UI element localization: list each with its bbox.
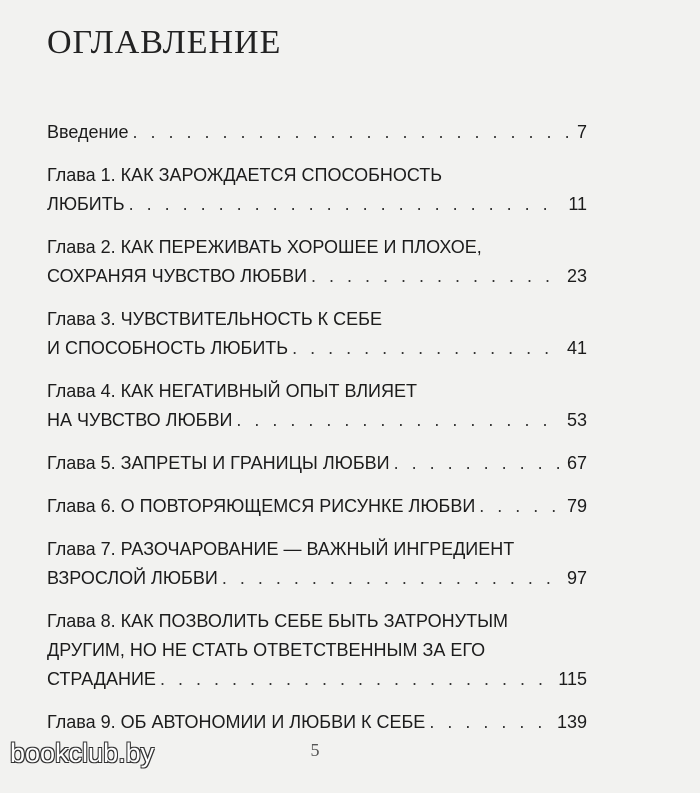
toc-entry-page: 97 [566, 568, 587, 588]
toc-entry-title: Глава 5. ЗАПРЕТЫ И ГРАНИЦЫ ЛЮБВИ [47, 453, 390, 473]
toc-entry-line: ДРУГИМ, НО НЕ СТАТЬ ОТВЕТСТВЕННЫМ ЗА ЕГО [47, 640, 486, 660]
toc-entry-line: Глава 4. КАК НЕГАТИВНЫЙ ОПЫТ ВЛИЯЕТ [47, 381, 417, 401]
toc-entry-title: СТРАДАНИЕ [47, 669, 156, 689]
toc-entry [47, 233, 587, 291]
toc-entry-title: ЛЮБИТЬ [47, 194, 125, 214]
toc-entry-leader-line [47, 708, 587, 737]
toc-entry-leader-line [47, 190, 587, 219]
toc-entry [47, 161, 587, 219]
dot-leader [160, 665, 552, 694]
toc-entry-page: 67 [566, 453, 587, 473]
toc-entry [47, 492, 587, 521]
toc-entry-line: Глава 8. КАК ПОЗВОЛИТЬ СЕБЕ БЫТЬ ЗАТРОНУТЫМ [47, 611, 509, 631]
toc-entry-title: Глава 9. ОБ АВТОНОМИИ И ЛЮБВИ К СЕБЕ [47, 712, 426, 732]
page-title: ОГЛАВЛЕНИЕ [47, 24, 282, 61]
toc-entry-page: 79 [566, 496, 587, 516]
toc-entry-title: НА ЧУВСТВО ЛЮБВИ [47, 410, 233, 430]
toc-entry [47, 305, 587, 363]
toc-entry-leader-line [47, 406, 587, 435]
toc-entry-title: ВЗРОСЛОЙ ЛЮБВИ [47, 568, 218, 588]
toc-entry-leader-line [47, 334, 587, 363]
toc-entry [47, 535, 587, 593]
toc-entry [47, 118, 587, 147]
dot-leader [133, 118, 571, 147]
toc-entry-line: Глава 7. РАЗОЧАРОВАНИЕ — ВАЖНЫЙ ИНГРЕДИЕНТ [47, 539, 515, 559]
dot-leader [222, 564, 561, 593]
toc-entry-line: Глава 2. КАК ПЕРЕЖИВАТЬ ХОРОШЕЕ И ПЛОХОЕ, [47, 237, 482, 257]
dot-leader [479, 492, 561, 521]
toc-entry-leader-line [47, 118, 587, 147]
toc-entry-page: 115 [558, 669, 587, 689]
toc-entry-line: Глава 1. КАК ЗАРОЖДАЕТСЯ СПОСОБНОСТЬ [47, 165, 443, 185]
dot-leader [129, 190, 563, 219]
toc-entry-page: 139 [556, 712, 587, 732]
toc-entry-leader-line [47, 665, 587, 694]
toc-entry-title: Глава 6. О ПОВТОРЯЮЩЕМСЯ РИСУНКЕ ЛЮБВИ [47, 496, 476, 516]
toc-entry-page: 11 [568, 194, 587, 214]
watermark: bookclub.by [10, 738, 155, 768]
toc-entry-page: 53 [566, 410, 587, 430]
toc-entry-page: 23 [566, 266, 587, 286]
toc-entry-leader-line [47, 262, 587, 291]
toc-entry [47, 607, 587, 694]
dot-leader [236, 406, 561, 435]
toc-entry-line: Глава 3. ЧУВСТВИТЕЛЬНОСТЬ К СЕБЕ [47, 309, 382, 329]
toc-entry-title: И СПОСОБНОСТЬ ЛЮБИТЬ [47, 338, 289, 358]
dot-leader [292, 334, 561, 363]
toc-entry [47, 708, 587, 737]
toc-entry-page: 7 [576, 122, 587, 142]
toc-entry-title: СОХРАНЯЯ ЧУВСТВО ЛЮБВИ [47, 266, 308, 286]
toc-entry-page: 41 [566, 338, 587, 358]
dot-leader [394, 449, 561, 478]
toc-entry [47, 449, 587, 478]
toc-entry-title: Введение [47, 122, 129, 142]
dot-leader [429, 708, 551, 737]
dot-leader [311, 262, 561, 291]
toc-entry-leader-line [47, 564, 587, 593]
toc-entry [47, 377, 587, 435]
table-of-contents [47, 118, 587, 751]
toc-entry-leader-line [47, 492, 587, 521]
page-number: 5 [310, 740, 320, 760]
toc-entry-leader-line [47, 449, 587, 478]
